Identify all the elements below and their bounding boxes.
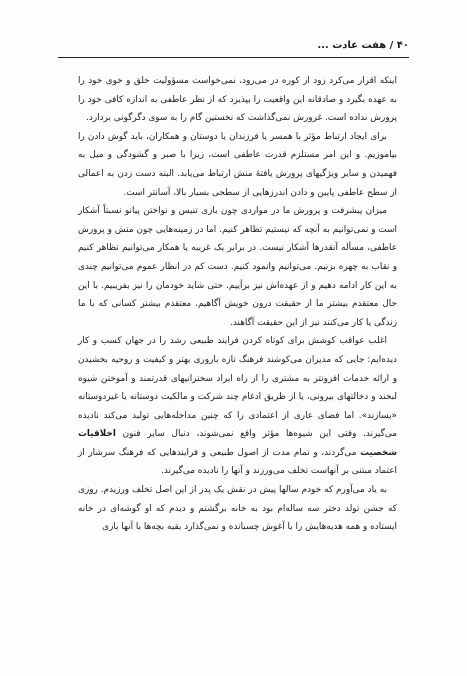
bold-term: اخلاقیات شخصیت bbox=[78, 429, 397, 458]
paragraph: میزان پیشرفت و پرورش ما در مواردی چون بازی تنیس و نواختن پیانو نسبتاً آشکار است و نمی‌توانیم به آنچه که نیستیم تظاهر کنیم. اما در زمینه‌هایی چون منش و پرورش عاطفی، مسأله آنقدرها آشکار نیست. در برابر یک غریبه یا همکار می‌توانیم تظاهر کنیم و نقاب به چهره بزنیم. می‌توانیم وانمود کنیم. دست کم در انظار عموم می‌توانیم چندی به این کار ادامه دهیم و از عهده‌اش نیز برآییم. حتی شاید خودمان را نیز بفریبیم. با این حال معتقدم بیشتر ما از حقیقت درون خویش آگاهیم. معتقدم بیشتر کسانی که با ما زندگی یا کار می‌کنند نیز از این حقیقت آگاهند. bbox=[78, 206, 397, 328]
paragraph: برای ایجاد ارتباط مؤثر با همسر یا فرزندان یا دوستان و همکاران، باید گوش دادن را بیاموزیم. و این امر مستلزم قدرت عاطفی است، زیرا با صبر و گشودگی و میل به فهمیدن و سایر ویژگیهای پرورش یافتهٔ منش ارتباط می‌یابد. البته دست زدن به اعمالی از سطح عاطفی پایین و دادن اندرزهایی از سطحی بسیار بالا، آسانتر است. bbox=[78, 131, 397, 198]
running-title: / هفت عادت ... bbox=[317, 40, 394, 51]
paragraph-text: می‌گردند، و تمام مدت از اصول طبیعی و فرایندهایی که فرهنگ سرشار از اعتماد مبتنی بر آنهاست تخلف می‌ورزند و آنها را نادیده می‌گیرند. bbox=[78, 447, 397, 477]
page-header bbox=[58, 40, 409, 56]
page-number: ۴۰ bbox=[396, 40, 409, 51]
paragraph: به یاد می‌آورم که خودم سالها پیش در نقش یک پدر از این اصل تخلف ورزیدم. روزی که جشن تولد دختر سه ساله‌ام بود به خانه برگشتم و دیدم که او گوشه‌ای در خانه ایستاده و همه هدیه‌هایش را با آغوش چسبانده و نمی‌گذارد بقیه بچه‌ها با آنها بازی bbox=[78, 485, 397, 533]
body-text bbox=[78, 72, 397, 537]
paragraph-text: اغلب عواقب کوشش برای کوتاه کردن فرایند طبیعی رشد را در جهان کسب و کار دیده‌ایم: جایی که مدیران می‌کوشند فرهنگ تازه باروری بهتر و کیفیت و روحیه بخشیدن و ارائه خدمات افزونتر به مشتری را از راه ایراد سخنرانیهای قدرتمند و آموختن شیوه لبخند و دخالتهای بیرونی، یا از طریق ادغام چند شرکت و مالکیت دوستانه یا غیردوستانه «بسازند». اما فضای عاری از اعتمادی را که چنین مداخله‌هایی تولید می‌کند نادیده می‌گیرند. وقتی این شیوه‌ها مؤثر واقع نمی‌شوند، دنبال سایر فنون bbox=[78, 336, 397, 440]
paragraph: اینکه اقرار می‌کرد زود از کوره در می‌رود، نمی‌خواست مسؤولیت خلق و خوی خود را به عهده بگیرد و صادقانه این واقعیت را بپذیرد که از نظر عاطفی به اندازه کافی خود را پرورش نداده است. غرورش نمی‌گذاشت که نخستین گام را به سوی دگرگونی بردارد. bbox=[78, 76, 397, 124]
header-rule bbox=[58, 57, 409, 58]
paragraph bbox=[78, 332, 397, 481]
